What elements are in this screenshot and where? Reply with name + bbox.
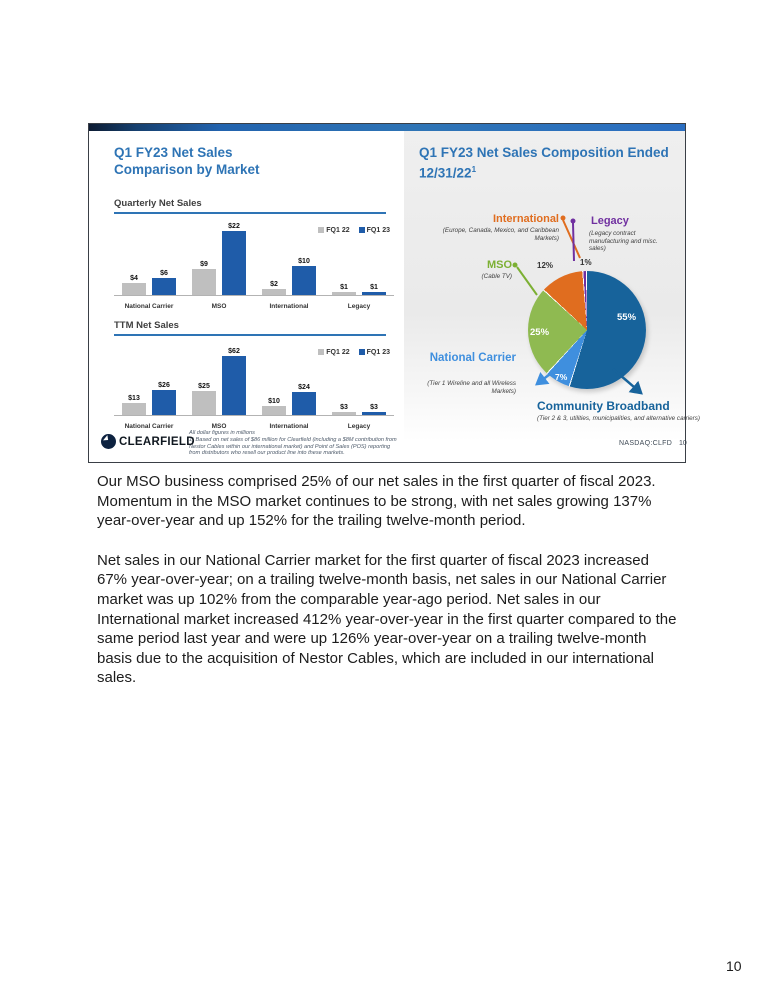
legend-swatch xyxy=(359,227,365,233)
body-text xyxy=(97,472,683,708)
pie-label-legacy: Legacy xyxy=(591,215,629,227)
slide-page-number: 10 xyxy=(679,440,687,447)
bar-value-label: $10 xyxy=(298,258,310,265)
pie-label-national-carrier: National Carrier xyxy=(429,352,516,364)
bar-value-label: $22 xyxy=(228,223,240,231)
international-leader-dot xyxy=(561,216,566,221)
mso-leader-dot xyxy=(513,263,518,268)
bar-value-label: $6 xyxy=(160,269,168,277)
pie-leader-lines xyxy=(89,124,687,464)
left-slide-title-line1: Q1 FY23 Net Sales xyxy=(114,145,233,160)
pie-pct-mso: 25 % xyxy=(530,327,549,338)
bar-value-label: $2 xyxy=(270,281,278,289)
pie-pct-community-broadband: 55 % xyxy=(617,312,636,323)
pie-pct-national-carrier: 7 % xyxy=(555,372,567,382)
bar-value-label: $10 xyxy=(268,397,280,405)
international-leader-line xyxy=(563,220,580,258)
pie-label-international: International xyxy=(492,213,559,225)
bar-value-label: $1 xyxy=(370,284,378,292)
legend-label: FQ1 22 xyxy=(326,349,350,356)
bar-value-label: $25 xyxy=(198,383,210,391)
pie-pct-legacy: 1 % xyxy=(580,258,592,267)
category-label: MSO xyxy=(211,303,227,310)
national-carrier-arrow xyxy=(537,374,550,384)
bar-value-label: $1 xyxy=(340,284,348,292)
right-slide-title-line1: Q1 FY23 Net Sales Composition Ended xyxy=(419,145,669,160)
legend-label: FQ1 22 xyxy=(326,227,350,234)
pie-label-mso: MSO xyxy=(486,259,512,271)
pie-sublabel-national-carrier: (Tier 1 Wireline and all Wireless Markets) xyxy=(427,380,516,395)
pie-sublabel-mso: (Cable TV) xyxy=(481,273,512,280)
category-label: MSO xyxy=(211,423,227,430)
legend-item xyxy=(318,349,349,356)
category-label: International xyxy=(269,423,309,430)
category-label: Legacy xyxy=(347,303,371,310)
bar-value-label: $13 xyxy=(128,394,140,402)
bar-value-label: $26 xyxy=(158,382,170,390)
pie-sublabel-international: (Europe, Canada, Mexico, and Caribbean Markets) xyxy=(442,227,559,242)
clearfield-logo-text: CLEARFIELD xyxy=(119,435,195,448)
legend-label: FQ1 23 xyxy=(366,349,390,356)
mso-leader-line xyxy=(517,267,537,295)
category-label: National Carrier xyxy=(124,303,174,310)
legend-item xyxy=(318,227,349,234)
legend-item xyxy=(359,349,390,356)
title-footnote-marker: 1 xyxy=(471,165,477,174)
category-label: Legacy xyxy=(347,423,371,430)
pie-pct-international: 12 % xyxy=(537,261,553,270)
bar-value-label: $62 xyxy=(228,348,240,356)
bar-value-label: $3 xyxy=(340,404,348,412)
nasdaq-ticker: NASDAQ:CLFD xyxy=(619,440,673,447)
right-slide-title-line2: 12/31/22 xyxy=(419,165,472,181)
pie-label-community-broadband: Community Broadband xyxy=(537,399,670,413)
legacy-leader-dot xyxy=(571,219,576,224)
page-number: 10 xyxy=(726,958,742,974)
chart-legend xyxy=(318,227,390,234)
bar-value-label: $4 xyxy=(130,275,138,283)
left-slide-title-line2: Comparison by Market xyxy=(114,162,260,177)
chart-title: TTM Net Sales xyxy=(114,320,179,331)
body-paragraph-1: Our MSO business comprised 25% of our net sales in the first quarter of fiscal 2023. Momentum in the MSO market continues to be strong, with net sales growing 137% year-over-year and up 152% for the trailing twelve-month period. xyxy=(97,473,656,530)
legacy-leader-line xyxy=(573,223,574,261)
body-paragraph-2: Net sales in our National Carrier market for the first quarter of fiscal 2023 increased 67% year-over-year; on a trailing twelve-month basis, net sales in our National Carrier market was up 102% from the comparable year-ago period. Net sales in our International market increased 412% year-over-year in the first quarter compared to the same period last year and were up 126% year-over-year on a trailing twelve-month basis due to the acquisition of Nestor Cables, which are included in our international sales. xyxy=(97,551,677,687)
bar-value-label: $3 xyxy=(370,404,378,412)
category-label: National Carrier xyxy=(124,423,174,430)
footnote-line1: All dollar figures in millions xyxy=(189,430,255,436)
chart-title: Quarterly Net Sales xyxy=(114,198,202,209)
bar-value-label: $9 xyxy=(200,260,208,268)
category-label: International xyxy=(269,303,309,310)
legend-item xyxy=(359,227,390,234)
slide-embed xyxy=(88,123,701,463)
legend-label: FQ1 23 xyxy=(366,227,390,234)
legend-swatch xyxy=(318,227,324,233)
bar-value-label: $24 xyxy=(298,384,310,392)
pie-sublabel-legacy: (Legacy contract manufacturing and misc. sales) xyxy=(589,230,658,253)
footnote-line2: 1) Based on net sales of $86 million for Clearfield (including a $8M contribution from Nestor Cables within our international market) and Point of Sales (POS) reporting from distributors who resell our product line into these markets. xyxy=(189,436,397,457)
chart-legend xyxy=(318,349,390,356)
legend-swatch xyxy=(359,349,365,355)
legend-swatch xyxy=(318,349,324,355)
community-broadband-arrow xyxy=(613,369,641,393)
pie-sublabel-community-broadband: (Tier 2 & 3, utilities, municipalities, and alternative carriers) xyxy=(537,415,701,422)
